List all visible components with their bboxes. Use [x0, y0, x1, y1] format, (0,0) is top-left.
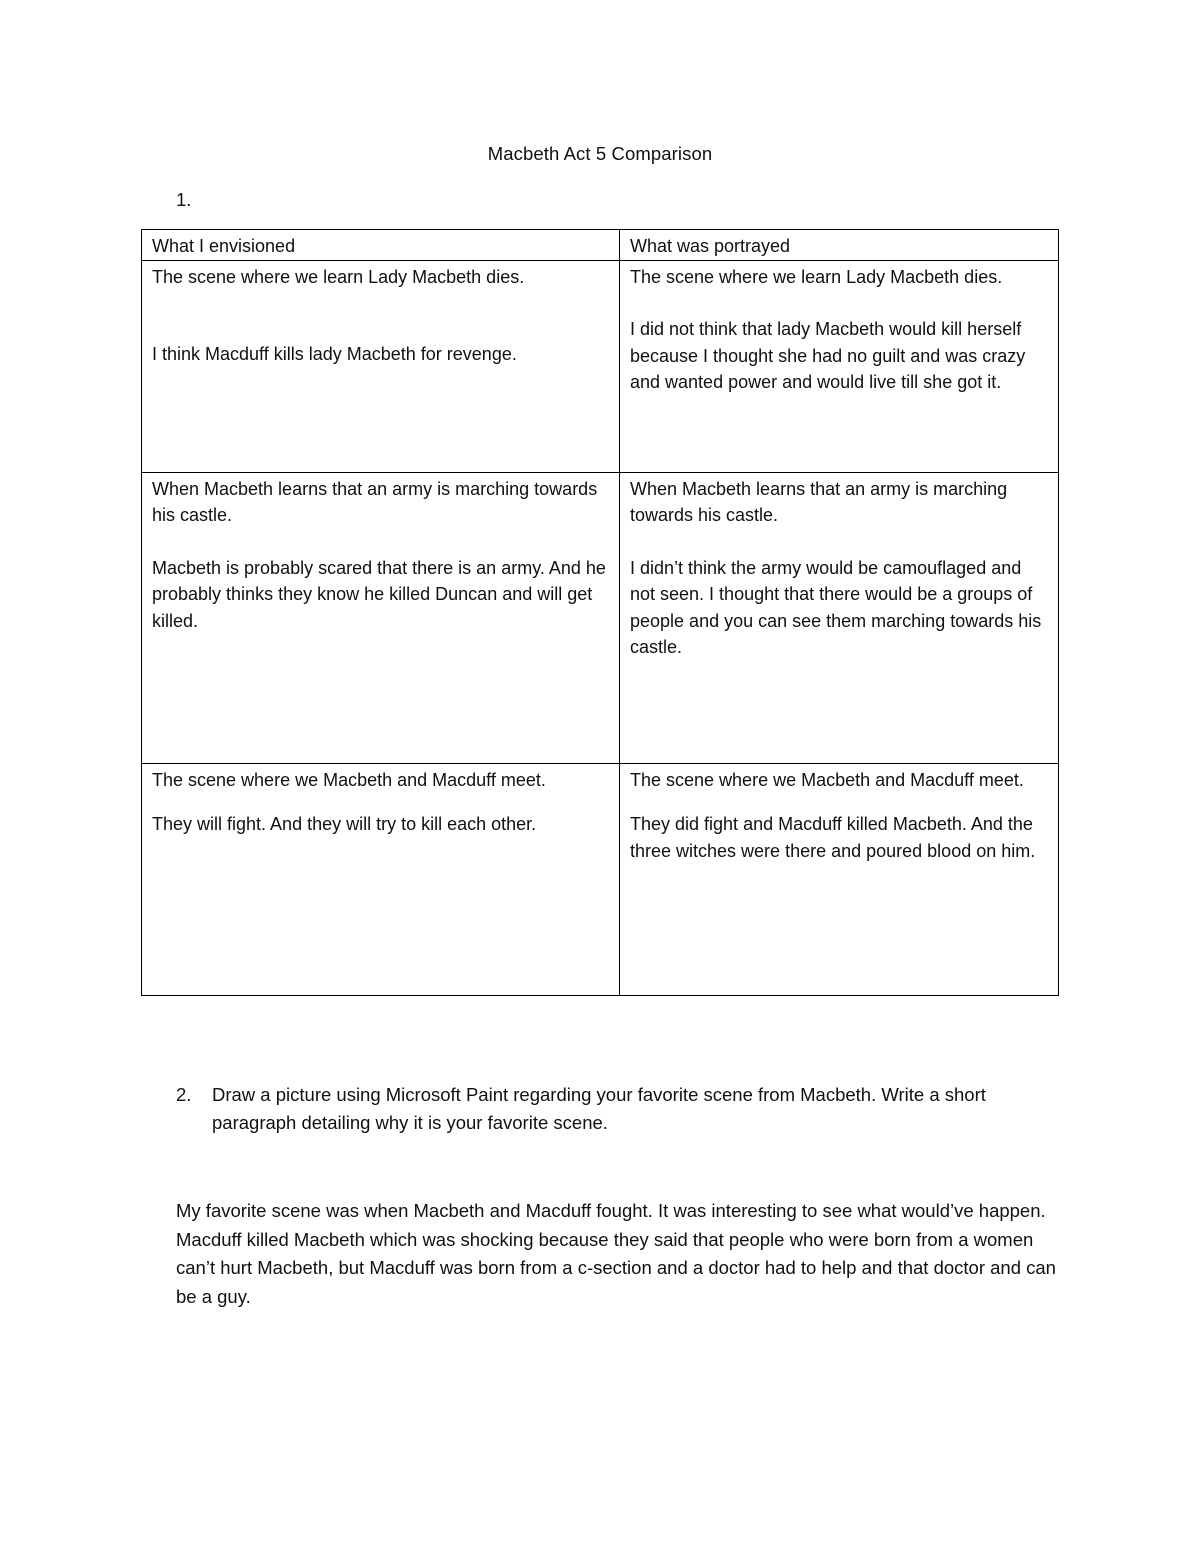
response-text: They will fight. And they will try to kill each other.	[152, 814, 537, 834]
answer-paragraph: My favorite scene was when Macbeth and Macduff fought. It was interesting to see what would’ve happen. Macduff killed Macbeth which was shocking because they said that people who were born from a women can’t hurt Macbeth, but Macduff was born from a c-section and a doctor had to help and that doctor and can be a guy.	[176, 1200, 1056, 1307]
comparison-table	[141, 229, 1059, 996]
portrayed-cell	[620, 260, 1059, 472]
question-2	[176, 1081, 1056, 1137]
response-text: I think Macduff kills lady Macbeth for revenge.	[152, 344, 517, 364]
scene-text: When Macbeth learns that an army is marching towards his castle.	[152, 478, 598, 525]
portrayed-cell	[620, 472, 1059, 763]
question-2-number: 2.	[176, 1084, 192, 1105]
scene-text: The scene where we Macbeth and Macduff meet.	[630, 769, 1024, 790]
table-header-row	[142, 230, 1059, 261]
question-2-text: Draw a picture using Microsoft Paint regarding your favorite scene from Macbeth. Write a short paragraph detailing why it is your favorite scene.	[212, 1084, 986, 1133]
envisioned-cell	[142, 472, 620, 763]
page-title: Macbeth Act 5 Comparison	[487, 143, 713, 164]
response-text: I didn’t think the army would be camouflaged and not seen. I thought that there would be a groups of people and you can see them marching towards his castle.	[630, 557, 1042, 657]
table-row	[142, 763, 1059, 995]
header-envisioned: What I envisioned	[142, 230, 620, 261]
response-text: They did fight and Macduff killed Macbeth. And the three witches were there and poured blood on him.	[630, 814, 1036, 861]
portrayed-cell	[620, 763, 1059, 995]
question-1-number: 1.	[176, 189, 192, 210]
response-text: Macbeth is probably scared that there is an army. And he probably thinks they know he killed Duncan and will get killed.	[152, 557, 606, 631]
envisioned-cell	[142, 260, 620, 472]
response-text: I did not think that lady Macbeth would kill herself because I thought she had no guilt and was crazy and wanted power and would live till she got it.	[630, 319, 1026, 392]
scene-text: The scene where we learn Lady Macbeth dies.	[152, 266, 525, 287]
scene-text: The scene where we Macbeth and Macduff meet.	[152, 769, 546, 790]
header-portrayed: What was portrayed	[620, 230, 1059, 261]
envisioned-cell	[142, 763, 620, 995]
scene-text: The scene where we learn Lady Macbeth dies.	[630, 266, 1003, 287]
scene-text: When Macbeth learns that an army is marching towards his castle.	[630, 478, 1008, 525]
table-row	[142, 472, 1059, 763]
table-row	[142, 260, 1059, 472]
